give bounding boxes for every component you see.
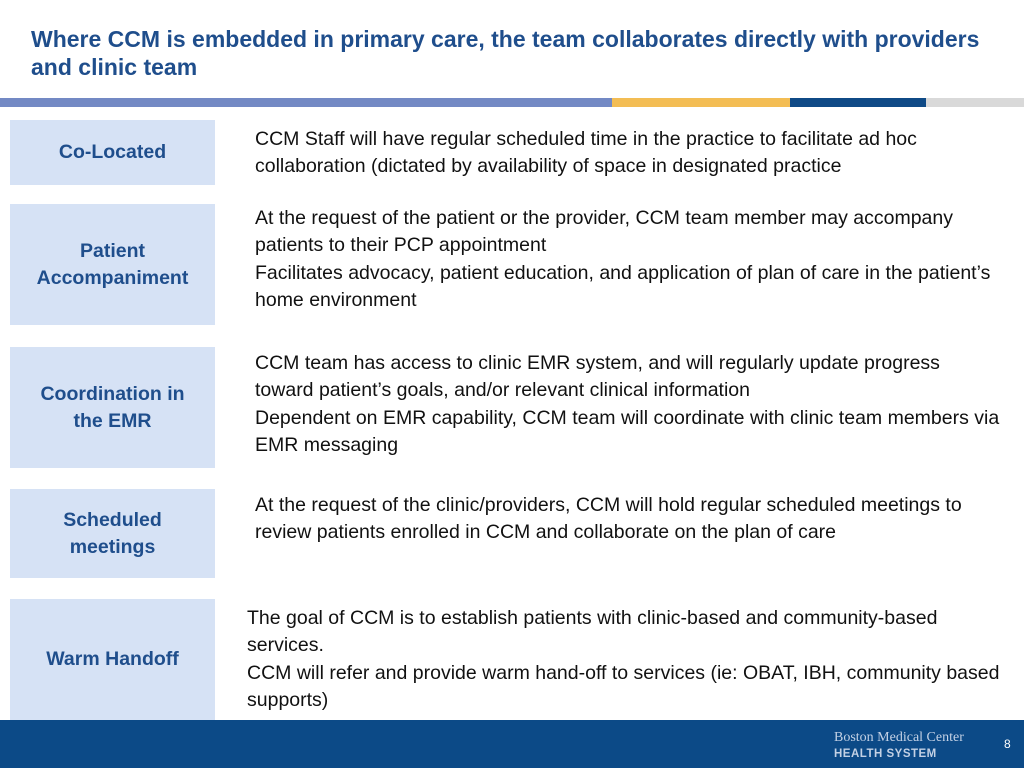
label-box-co-located	[10, 120, 215, 185]
accent-bar-navy	[790, 98, 926, 107]
description-line: CCM team has access to clinic EMR system, and will regularly update progress toward patient’s goals, and/or relevant clinical information	[255, 352, 940, 402]
description-patient-accompaniment	[255, 205, 1000, 314]
label-box-coordination-emr	[10, 347, 215, 468]
description-line: CCM will refer and provide warm hand-off to services (ie: OBAT, IBH, community based supports)	[247, 661, 1000, 711]
label-box-patient-accompaniment	[10, 204, 215, 325]
description-line: Facilitates advocacy, patient education, and application of plan of care in the patient’s home environment	[255, 261, 991, 311]
description-co-located	[255, 126, 1000, 181]
label-text: Co-Located	[58, 141, 167, 163]
description-warm-handoff	[247, 605, 1002, 714]
label-text: Coordination in the EMR	[40, 382, 185, 432]
page-number: 8	[1004, 737, 1011, 751]
description-line: At the request of the patient or the provider, CCM team member may accompany patients to their PCP appointment	[255, 207, 953, 257]
description-line: CCM Staff will have regular scheduled time in the practice to facilitate ad hoc collaboration (dictated by availability of space in designated practice	[255, 128, 917, 178]
label-text: Warm Handoff	[46, 648, 179, 670]
label-text: Scheduled meetings	[63, 508, 162, 558]
label-text: Patient Accompaniment	[36, 239, 189, 289]
description-coordination-emr	[255, 350, 1000, 459]
logo-text-line2: HEALTH SYSTEM	[834, 748, 937, 760]
slide-title: Where CCM is embedded in primary care, the team collaborates directly with providers and clinic team	[31, 26, 980, 80]
accent-bar-gray	[926, 98, 1024, 107]
description-line: At the request of the clinic/providers, CCM will hold regular scheduled meetings to review patients enrolled in CCM and collaborate on the plan of care	[255, 494, 962, 544]
description-line: Dependent on EMR capability, CCM team will coordinate with clinic team members via EMR messaging	[255, 406, 1000, 456]
label-box-warm-handoff	[10, 599, 215, 720]
description-line: The goal of CCM is to establish patients with clinic-based and community-based services.	[247, 607, 938, 657]
accent-bar-blue	[0, 98, 612, 107]
description-scheduled-meetings	[255, 492, 1015, 547]
label-box-scheduled-meetings	[10, 489, 215, 578]
logo-text-line1: Boston Medical Center	[834, 730, 964, 745]
accent-bar-gold	[612, 98, 790, 107]
